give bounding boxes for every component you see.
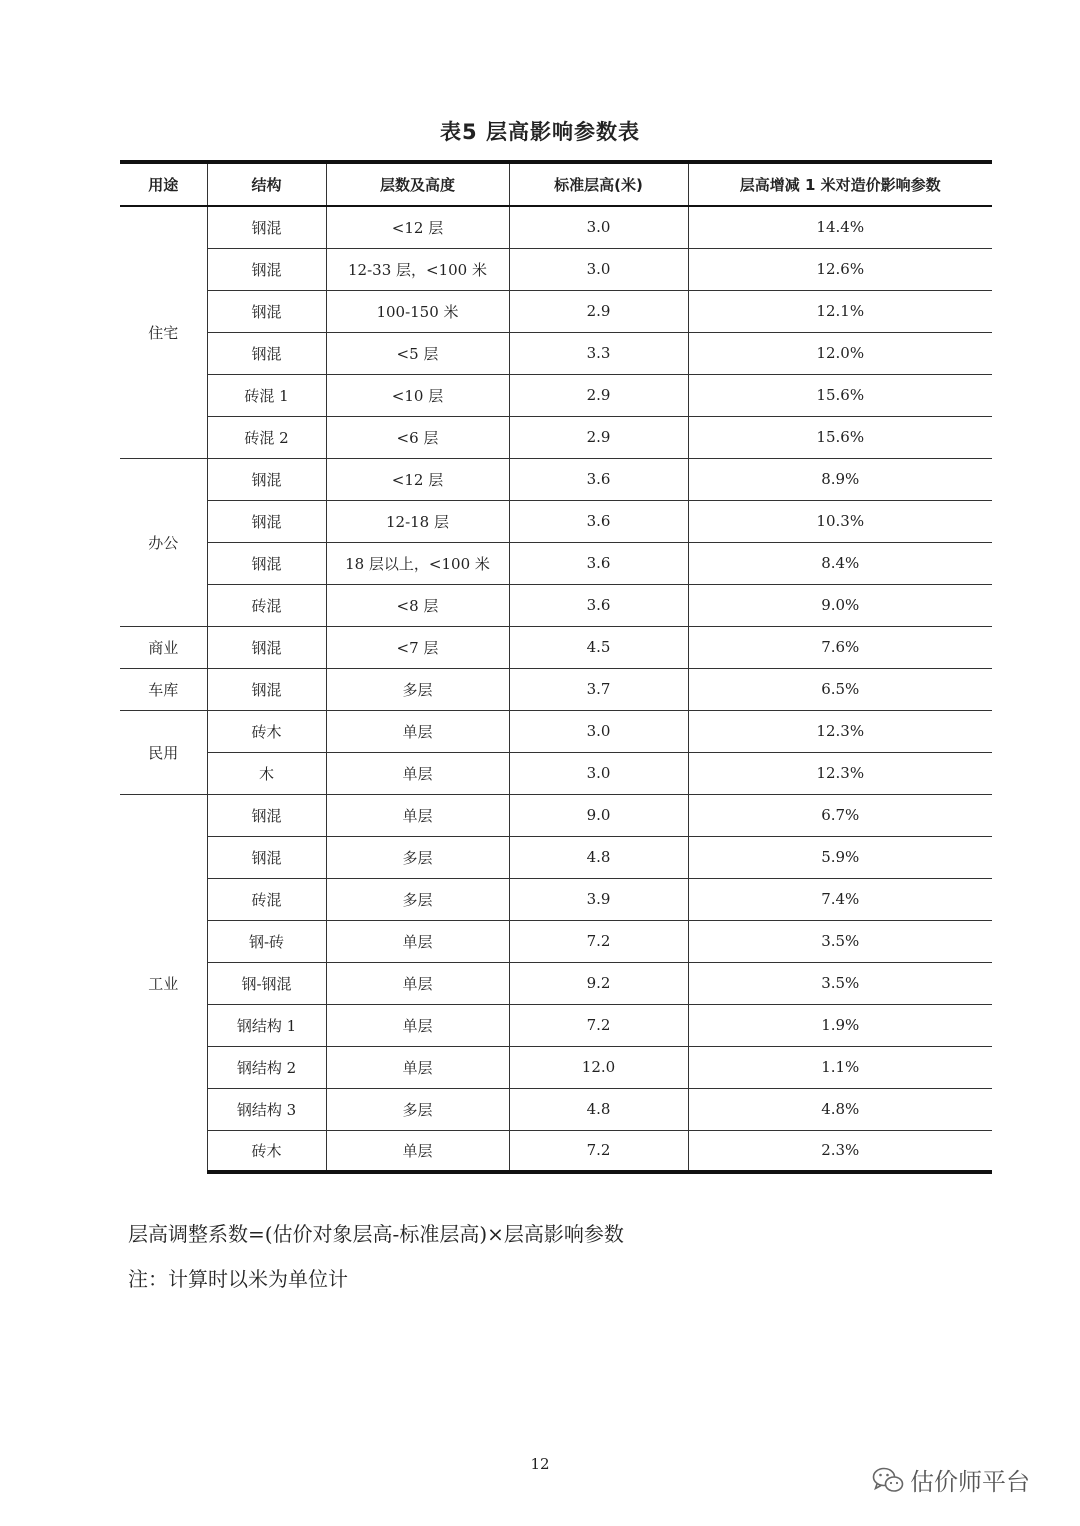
table-row <box>120 836 992 878</box>
impact-parameter-cell: 4.8% <box>688 1088 992 1130</box>
standard-height-cell: 3.0 <box>509 752 688 794</box>
impact-parameter-cell: 15.6% <box>688 374 992 416</box>
table-row <box>120 206 992 248</box>
floors-height-cell: 多层 <box>326 836 509 878</box>
impact-parameter-cell: 6.5% <box>688 668 992 710</box>
floors-height-cell: 单层 <box>326 794 509 836</box>
floors-height-cell: 12-33 层，<100 米 <box>326 248 509 290</box>
table-header-row <box>120 162 992 206</box>
standard-height-cell: 4.5 <box>509 626 688 668</box>
standard-height-cell: 3.6 <box>509 542 688 584</box>
floors-height-cell: 多层 <box>326 668 509 710</box>
floors-height-cell: 12-18 层 <box>326 500 509 542</box>
floors-height-cell: 多层 <box>326 878 509 920</box>
impact-parameter-cell: 1.9% <box>688 1004 992 1046</box>
floors-height-cell: <5 层 <box>326 332 509 374</box>
table-row <box>120 584 992 626</box>
impact-parameter-cell: 12.0% <box>688 332 992 374</box>
standard-height-cell: 3.0 <box>509 206 688 248</box>
watermark <box>872 1462 1030 1497</box>
table-row <box>120 500 992 542</box>
table-row <box>120 1088 992 1130</box>
structure-cell: 钢混 <box>207 794 326 836</box>
standard-height-cell: 2.9 <box>509 416 688 458</box>
impact-parameter-cell: 7.4% <box>688 878 992 920</box>
header-structure: 结构 <box>207 162 326 206</box>
impact-parameter-cell: 3.5% <box>688 920 992 962</box>
floors-height-cell: 单层 <box>326 1046 509 1088</box>
standard-height-cell: 9.2 <box>509 962 688 1004</box>
watermark-text: 估价师平台 <box>910 1468 1030 1496</box>
floors-height-cell: <6 层 <box>326 416 509 458</box>
impact-parameter-cell: 14.4% <box>688 206 992 248</box>
structure-cell: 砖混 <box>207 878 326 920</box>
wechat-icon <box>872 1466 904 1494</box>
table-row <box>120 1130 992 1172</box>
impact-parameter-cell: 8.9% <box>688 458 992 500</box>
structure-cell: 钢-钢混 <box>207 962 326 1004</box>
header-impact-parameter: 层高增减 1 米对造价影响参数 <box>688 162 992 206</box>
standard-height-cell: 7.2 <box>509 920 688 962</box>
use-cell: 车库 <box>120 668 207 710</box>
table-row <box>120 248 992 290</box>
standard-height-cell: 3.6 <box>509 458 688 500</box>
impact-parameter-cell: 6.7% <box>688 794 992 836</box>
floors-height-cell: 单层 <box>326 1004 509 1046</box>
floors-height-cell: 18 层以上，<100 米 <box>326 542 509 584</box>
table-row <box>120 794 992 836</box>
standard-height-cell: 3.7 <box>509 668 688 710</box>
standard-height-cell: 3.9 <box>509 878 688 920</box>
header-use: 用途 <box>120 162 207 206</box>
standard-height-cell: 4.8 <box>509 836 688 878</box>
structure-cell: 钢混 <box>207 248 326 290</box>
impact-parameter-cell: 7.6% <box>688 626 992 668</box>
use-cell: 住宅 <box>120 206 207 458</box>
impact-parameter-cell: 5.9% <box>688 836 992 878</box>
floors-height-cell: <12 层 <box>326 206 509 248</box>
standard-height-cell: 3.6 <box>509 584 688 626</box>
floors-height-cell: 单层 <box>326 920 509 962</box>
parameter-table <box>120 160 992 1174</box>
standard-height-cell: 4.8 <box>509 1088 688 1130</box>
standard-height-cell: 7.2 <box>509 1004 688 1046</box>
table-row <box>120 626 992 668</box>
impact-parameter-cell: 12.3% <box>688 752 992 794</box>
table-row <box>120 962 992 1004</box>
standard-height-cell: 2.9 <box>509 290 688 332</box>
structure-cell: 钢混 <box>207 626 326 668</box>
standard-height-cell: 3.6 <box>509 500 688 542</box>
structure-cell: 木 <box>207 752 326 794</box>
standard-height-cell: 9.0 <box>509 794 688 836</box>
impact-parameter-cell: 2.3% <box>688 1130 992 1172</box>
table-row <box>120 752 992 794</box>
table-row <box>120 668 992 710</box>
impact-parameter-cell: 9.0% <box>688 584 992 626</box>
structure-cell: 钢混 <box>207 458 326 500</box>
structure-cell: 钢-砖 <box>207 920 326 962</box>
impact-parameter-cell: 12.6% <box>688 248 992 290</box>
formula-text: 层高调整系数=(估价对象层高-标准层高)×层高影响参数 <box>128 1222 624 1246</box>
structure-cell: 钢混 <box>207 332 326 374</box>
impact-parameter-cell: 10.3% <box>688 500 992 542</box>
floors-height-cell: 单层 <box>326 752 509 794</box>
table-row <box>120 374 992 416</box>
structure-cell: 钢混 <box>207 668 326 710</box>
floors-height-cell: 多层 <box>326 1088 509 1130</box>
table-row <box>120 332 992 374</box>
page-number: 12 <box>530 1455 550 1473</box>
table-row <box>120 1004 992 1046</box>
standard-height-cell: 3.0 <box>509 710 688 752</box>
structure-cell: 钢结构 3 <box>207 1088 326 1130</box>
use-cell: 办公 <box>120 458 207 626</box>
floors-height-cell: <12 层 <box>326 458 509 500</box>
table-row <box>120 290 992 332</box>
structure-cell: 砖木 <box>207 1130 326 1172</box>
floors-height-cell: <10 层 <box>326 374 509 416</box>
table-row <box>120 878 992 920</box>
floors-height-cell: 单层 <box>326 962 509 1004</box>
structure-cell: 砖混 2 <box>207 416 326 458</box>
table-row <box>120 542 992 584</box>
table-row <box>120 458 992 500</box>
use-cell: 民用 <box>120 710 207 794</box>
table-title: 表5 层高影响参数表 <box>440 120 640 144</box>
impact-parameter-cell: 1.1% <box>688 1046 992 1088</box>
standard-height-cell: 3.3 <box>509 332 688 374</box>
structure-cell: 砖混 <box>207 584 326 626</box>
structure-cell: 钢结构 2 <box>207 1046 326 1088</box>
use-cell: 商业 <box>120 626 207 668</box>
structure-cell: 砖混 1 <box>207 374 326 416</box>
structure-cell: 钢混 <box>207 500 326 542</box>
standard-height-cell: 2.9 <box>509 374 688 416</box>
impact-parameter-cell: 3.5% <box>688 962 992 1004</box>
standard-height-cell: 3.0 <box>509 248 688 290</box>
header-standard-height: 标准层高(米) <box>509 162 688 206</box>
floors-height-cell: 100-150 米 <box>326 290 509 332</box>
standard-height-cell: 12.0 <box>509 1046 688 1088</box>
floors-height-cell: 单层 <box>326 710 509 752</box>
table-row <box>120 1046 992 1088</box>
floors-height-cell: 单层 <box>326 1130 509 1172</box>
use-cell: 工业 <box>120 794 207 1172</box>
structure-cell: 砖木 <box>207 710 326 752</box>
impact-parameter-cell: 12.1% <box>688 290 992 332</box>
table-row <box>120 920 992 962</box>
structure-cell: 钢混 <box>207 206 326 248</box>
impact-parameter-cell: 12.3% <box>688 710 992 752</box>
structure-cell: 钢混 <box>207 836 326 878</box>
structure-cell: 钢混 <box>207 290 326 332</box>
structure-cell: 钢结构 1 <box>207 1004 326 1046</box>
table-row <box>120 416 992 458</box>
structure-cell: 钢混 <box>207 542 326 584</box>
note-text: 注：计算时以米为单位计 <box>128 1267 348 1291</box>
floors-height-cell: <8 层 <box>326 584 509 626</box>
floors-height-cell: <7 层 <box>326 626 509 668</box>
header-floors-height: 层数及高度 <box>326 162 509 206</box>
impact-parameter-cell: 15.6% <box>688 416 992 458</box>
standard-height-cell: 7.2 <box>509 1130 688 1172</box>
impact-parameter-cell: 8.4% <box>688 542 992 584</box>
table-row <box>120 710 992 752</box>
